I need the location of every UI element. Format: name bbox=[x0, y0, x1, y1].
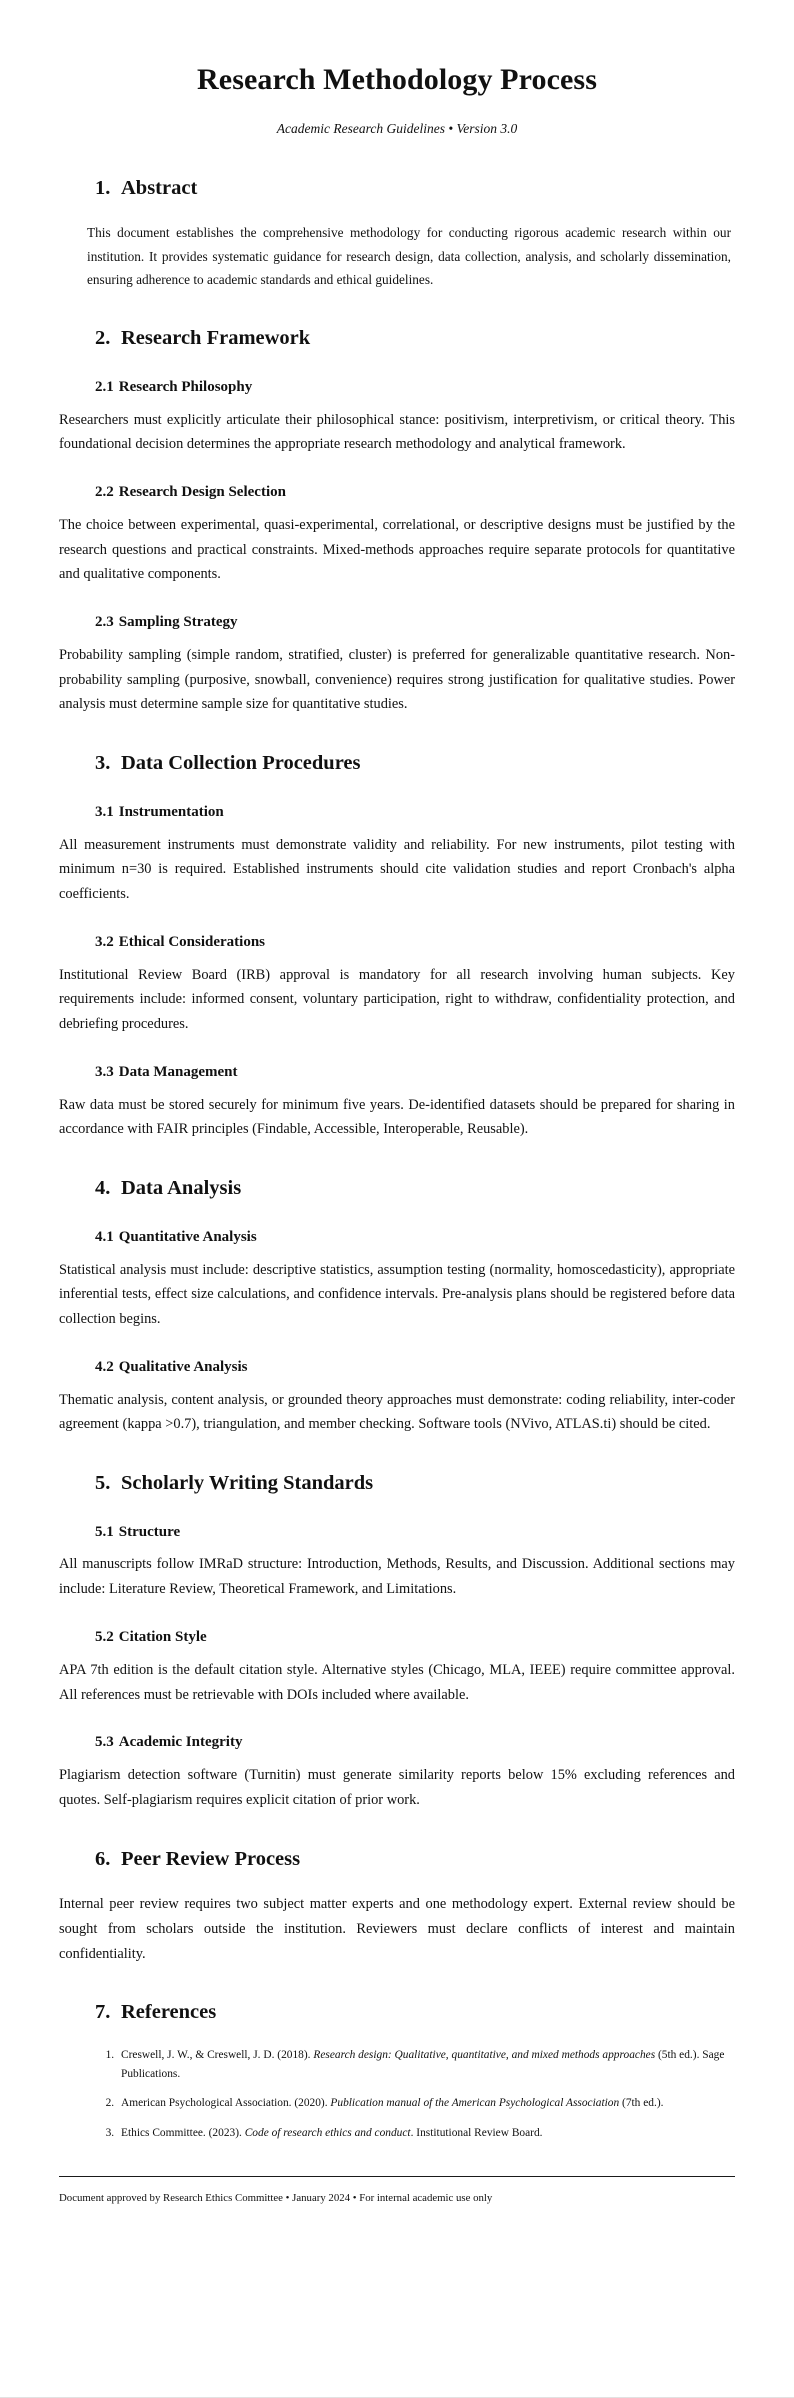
subsection-number: 2.2 bbox=[95, 484, 114, 501]
subsection-title: Quantitative Analysis bbox=[118, 1228, 257, 1245]
paragraph-peer-review-process: Internal peer review requires two subject matter experts and one methodology expert. External review should be sought from scholars outside the institution. Reviewers must declare conflicts of interest and maintain confidentiality. bbox=[59, 1896, 735, 1962]
subsection-heading-citation-style bbox=[59, 1628, 735, 1647]
reference-item bbox=[117, 2046, 735, 2083]
subsection-number: 3.1 bbox=[95, 803, 114, 820]
paragraph-academic-integrity: Plagiarism detection software (Turnitin) must generate similarity reports below 15% excluding references and quotes. Self-plagiarism requires explicit citation of prior work. bbox=[59, 1767, 735, 1808]
section-heading-data-analysis bbox=[59, 1176, 735, 1202]
subsection-title: Citation Style bbox=[118, 1629, 207, 1645]
subsection-title: Instrumentation bbox=[118, 803, 224, 820]
reference-suffix: . Institutional Review Board. bbox=[410, 2126, 543, 2139]
section-scholarly-writing-standards bbox=[59, 1471, 735, 1812]
section-title: Scholarly Writing Standards bbox=[121, 1472, 374, 1495]
reference-prefix: Ethics Committee. (2023). bbox=[121, 2126, 245, 2139]
section-title: References bbox=[121, 2001, 217, 2024]
paragraph-qualitative-analysis: Thematic analysis, content analysis, or grounded theory approaches must demonstrate: coding reliability, inter-coder agreement (kappa >0.7), triangulation, and member checking. Software tools (NVivo, ATLAS.ti) should be cited. bbox=[59, 1391, 735, 1433]
document-subtitle: Academic Research Guidelines • Version 3.0 bbox=[276, 121, 518, 136]
section-research-framework bbox=[59, 326, 735, 717]
subsection-title: Sampling Strategy bbox=[118, 614, 238, 631]
subsection-title: Research Philosophy bbox=[118, 378, 253, 395]
section-number: 1. bbox=[95, 176, 111, 199]
subsection-heading-quantitative-analysis bbox=[59, 1228, 735, 1247]
subsection-heading-structure bbox=[59, 1523, 735, 1542]
section-title: Peer Review Process bbox=[121, 1847, 301, 1870]
section-number: 5. bbox=[95, 1472, 111, 1495]
subsection-title: Data Management bbox=[118, 1063, 238, 1080]
section-number: 6. bbox=[95, 1847, 111, 1870]
subsection-heading-academic-integrity bbox=[59, 1733, 735, 1752]
section-heading-research-framework bbox=[59, 326, 735, 352]
section-number: 3. bbox=[95, 752, 111, 775]
subsection-title: Qualitative Analysis bbox=[118, 1358, 248, 1375]
subsection-number: 3.2 bbox=[95, 933, 114, 950]
section-number: 2. bbox=[95, 327, 111, 350]
subsection-number: 5.3 bbox=[95, 1734, 114, 1751]
reference-list bbox=[59, 2046, 735, 2142]
footer-divider bbox=[59, 2176, 735, 2177]
subsection-title: Research Design Selection bbox=[118, 484, 286, 501]
abstract-paragraph: This document establishes the comprehensive methodology for conducting rigorous academic research within our institution. It provides systematic guidance for research design, data collection, analysis, and scholarly dissemination, ensuring adherence to academic standards and ethical guidelines. bbox=[87, 225, 731, 288]
page-title: Research Methodology Process bbox=[197, 63, 597, 96]
reference-item bbox=[117, 2124, 735, 2142]
section-heading-references bbox=[59, 2000, 735, 2026]
reference-title: Code of research ethics and conduct bbox=[244, 2126, 411, 2139]
subsection-number: 2.1 bbox=[95, 378, 114, 395]
subsection-number: 5.1 bbox=[95, 1523, 114, 1540]
subsection-number: 2.3 bbox=[95, 614, 114, 631]
footer-note: Document approved by Research Ethics Committee • January 2024 • For internal academic use only bbox=[59, 2191, 493, 2204]
subsection-heading-instrumentation bbox=[59, 803, 735, 822]
subsection-heading-research-philosophy bbox=[59, 378, 735, 397]
section-number: 4. bbox=[95, 1177, 111, 1200]
section-data-analysis bbox=[59, 1176, 735, 1437]
section-number: 7. bbox=[95, 2001, 111, 2024]
section-heading-abstract bbox=[59, 176, 735, 202]
section-title: Data Collection Procedures bbox=[121, 752, 361, 775]
subsection-heading-qualitative-analysis bbox=[59, 1358, 735, 1377]
paragraph-sampling-strategy: Probability sampling (simple random, stratified, cluster) is preferred for generalizable quantitative research. Non-probability sampling (purposive, snowball, convenience) requires strong justification for qualitative studies. Power analysis must determine sample size for quantitative studies. bbox=[59, 646, 735, 713]
paragraph-research-design-selection: The choice between experimental, quasi-experimental, correlational, or descriptive designs must be justified by the research questions and practical constraints. Mixed-methods approaches require separate protocols for quantitative and qualitative components. bbox=[59, 516, 735, 583]
section-peer-review-process bbox=[59, 1847, 735, 1967]
subsection-number: 5.2 bbox=[95, 1629, 114, 1645]
paragraph-research-philosophy: Researchers must explicitly articulate their philosophical stance: positivism, interpretivism, or critical theory. This foundational decision determines the appropriate research methodology and analytical framework. bbox=[59, 411, 735, 453]
paragraph-citation-style: APA 7th edition is the default citation style. Alternative styles (Chicago, MLA, IEEE) require committee approval. All references must be retrievable with DOIs included where available. bbox=[59, 1661, 735, 1703]
section-references bbox=[59, 2000, 735, 2142]
paragraph-structure: All manuscripts follow IMRaD structure: Introduction, Methods, Results, and Discussion. Additional sections may include: Literature Review, Theoretical Framework, and Limitations. bbox=[59, 1556, 735, 1598]
reference-suffix: (5th ed.). Sage Publications. bbox=[121, 2049, 725, 2080]
section-abstract bbox=[59, 176, 735, 293]
subsection-number: 4.1 bbox=[95, 1228, 114, 1245]
section-title: Data Analysis bbox=[121, 1177, 242, 1200]
reference-prefix: American Psychological Association. (2020). bbox=[121, 2097, 331, 2110]
subsection-number: 4.2 bbox=[95, 1358, 114, 1375]
subsection-title: Ethical Considerations bbox=[118, 933, 266, 950]
subsection-heading-data-management bbox=[59, 1063, 735, 1082]
reference-prefix: Creswell, J. W., & Creswell, J. D. (2018). bbox=[121, 2049, 314, 2062]
reference-title: Publication manual of the American Psychological Association bbox=[330, 2097, 620, 2110]
subsection-number: 3.3 bbox=[95, 1063, 114, 1080]
subsection-heading-ethical-considerations bbox=[59, 933, 735, 952]
paragraph-data-management: Raw data must be stored securely for minimum five years. De-identified datasets should be prepared for sharing in accordance with FAIR principles (Findable, Accessible, Interoperable, Reusable). bbox=[59, 1096, 735, 1138]
paragraph-quantitative-analysis: Statistical analysis must include: descriptive statistics, assumption testing (normality, homoscedasticity), appropriate inferential tests, effect size calculations, and confidence intervals. Pre-analysis plans should be registered before data collection begins. bbox=[59, 1261, 735, 1328]
subsection-title: Structure bbox=[118, 1523, 181, 1540]
paragraph-instrumentation: All measurement instruments must demonstrate validity and reliability. For new instruments, pilot testing with minimum n=30 is required. Established instruments should cite validation studies and report Cronbach's alpha coefficients. bbox=[59, 836, 735, 903]
reference-title: Research design: Qualitative, quantitative, and mixed methods approaches bbox=[313, 2049, 656, 2062]
section-data-collection-procedures bbox=[59, 751, 735, 1142]
subsection-title: Academic Integrity bbox=[118, 1734, 243, 1751]
subsection-heading-sampling-strategy bbox=[59, 613, 735, 632]
reference-suffix: (7th ed.). bbox=[619, 2097, 664, 2110]
section-title: Research Framework bbox=[121, 327, 311, 350]
section-heading-peer-review-process bbox=[59, 1847, 735, 1873]
paragraph-ethical-considerations: Institutional Review Board (IRB) approval is mandatory for all research involving human subjects. Key requirements include: informed consent, voluntary participation, right to withdraw, confidentiality protection, and debriefing procedures. bbox=[59, 966, 735, 1033]
subsection-heading-research-design-selection bbox=[59, 483, 735, 502]
section-heading-data-collection-procedures bbox=[59, 751, 735, 777]
reference-item bbox=[117, 2094, 735, 2112]
section-heading-scholarly-writing-standards bbox=[59, 1471, 735, 1497]
section-title: Abstract bbox=[121, 176, 198, 199]
